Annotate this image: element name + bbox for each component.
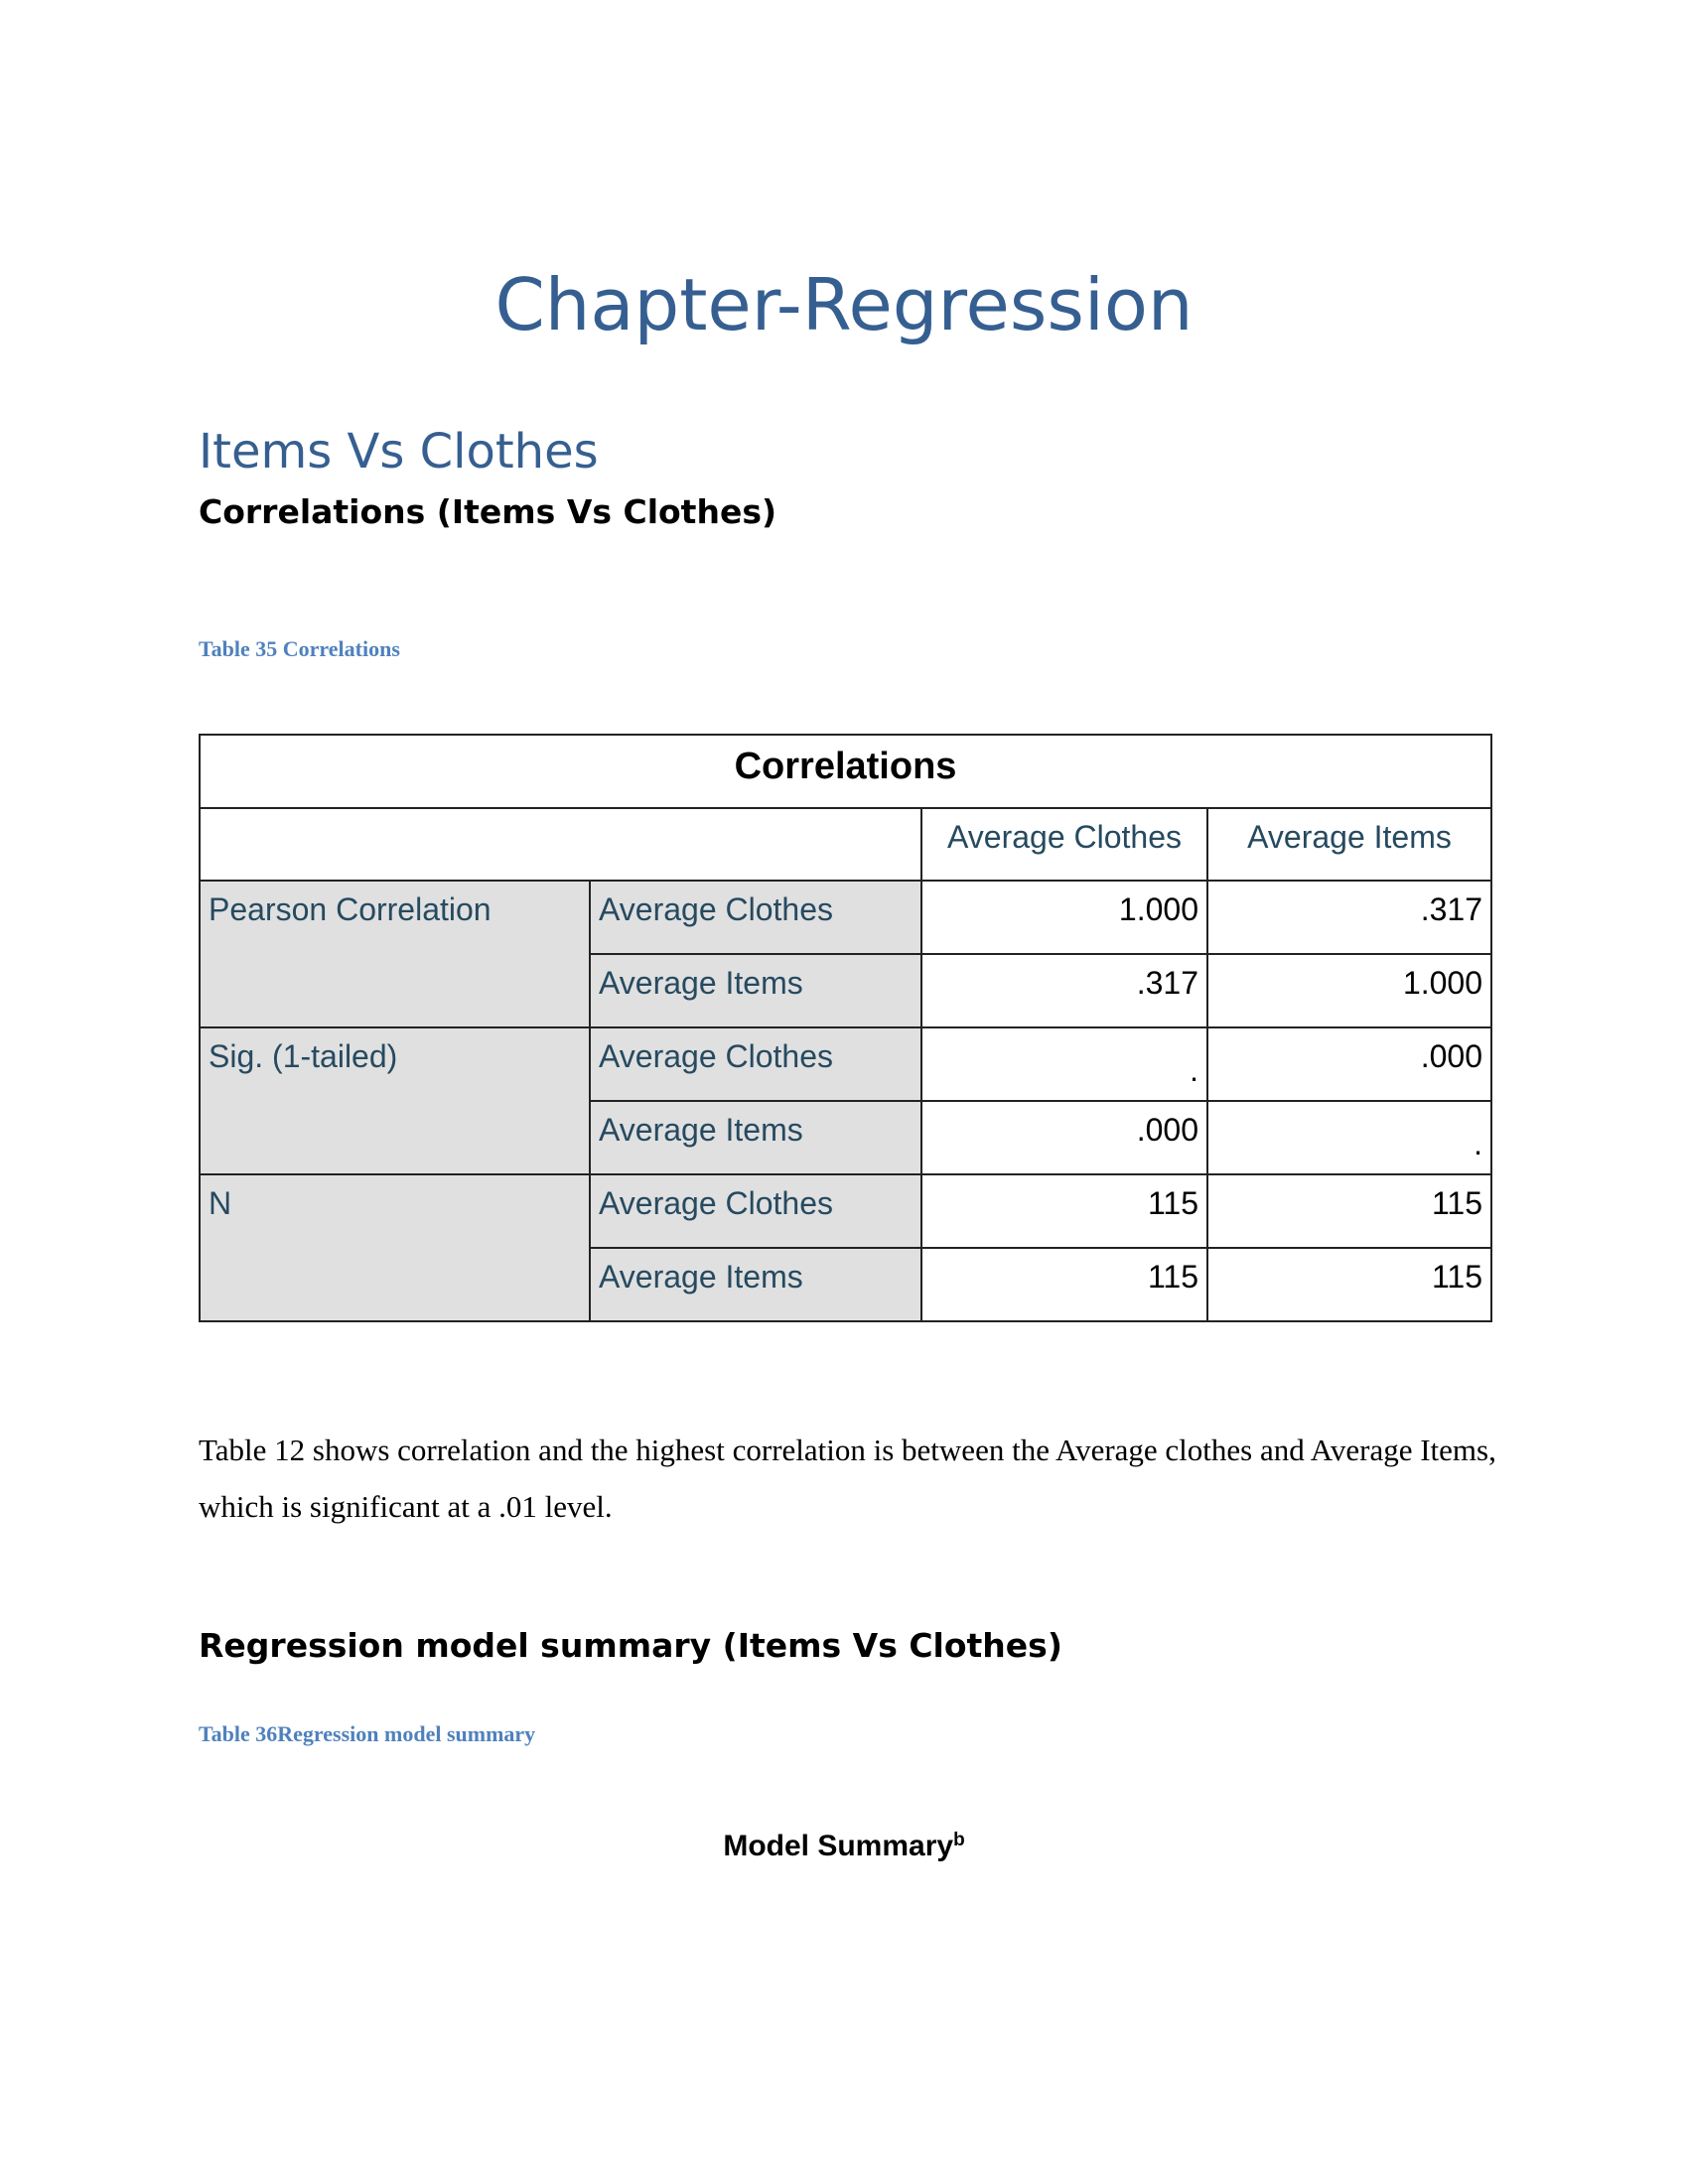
group-label: Pearson Correlation bbox=[200, 881, 590, 1027]
table-cell: . bbox=[1207, 1101, 1491, 1174]
table-cell: 115 bbox=[921, 1174, 1207, 1248]
table-title: Correlations bbox=[200, 735, 1491, 808]
row-label: Average Items bbox=[590, 1248, 921, 1321]
table-cell: .317 bbox=[1207, 881, 1491, 954]
table-cell: 1.000 bbox=[921, 881, 1207, 954]
model-summary-footnote-marker: b bbox=[953, 1830, 965, 1850]
table-cell: 115 bbox=[1207, 1174, 1491, 1248]
regression-subheading: Regression model summary (Items Vs Clothes) bbox=[199, 1626, 1062, 1665]
table-36-caption: Table 36Regression model summary bbox=[199, 1721, 536, 1746]
row-label: Average Clothes bbox=[590, 1174, 921, 1248]
table-cell: . bbox=[921, 1027, 1207, 1101]
table-35-caption: Table 35 Correlations bbox=[199, 636, 400, 661]
row-label: Average Clothes bbox=[590, 1027, 921, 1101]
table-cell: .317 bbox=[921, 954, 1207, 1027]
row-label: Average Items bbox=[590, 954, 921, 1027]
correlation-paragraph: Table 12 shows correlation and the highest correlation is between the Average clothes and Average Items, which is significant at a .01 level. bbox=[199, 1433, 1496, 1524]
row-label: Average Items bbox=[590, 1101, 921, 1174]
group-label: Sig. (1-tailed) bbox=[200, 1027, 590, 1174]
table-title-row bbox=[200, 735, 1491, 808]
correlations-table bbox=[199, 734, 1492, 1322]
row-label: Average Clothes bbox=[590, 881, 921, 954]
column-header: Average Items bbox=[1207, 808, 1491, 881]
table-row bbox=[200, 1174, 1491, 1248]
table-cell: 115 bbox=[921, 1248, 1207, 1321]
table-row bbox=[200, 1027, 1491, 1101]
chapter-title-text: Chapter-Regression bbox=[494, 263, 1194, 346]
section-heading: Items Vs Clothes bbox=[199, 424, 599, 479]
table-cell: .000 bbox=[921, 1101, 1207, 1174]
table-row bbox=[200, 881, 1491, 954]
chapter-title bbox=[0, 260, 1688, 349]
table-cell: 1.000 bbox=[1207, 954, 1491, 1027]
group-label: N bbox=[200, 1174, 590, 1321]
column-header: Average Clothes bbox=[921, 808, 1207, 881]
table-cell: .000 bbox=[1207, 1027, 1491, 1101]
correlations-subheading: Correlations (Items Vs Clothes) bbox=[199, 492, 777, 531]
header-blank-cell bbox=[200, 808, 921, 881]
table-cell: 115 bbox=[1207, 1248, 1491, 1321]
table-header-row bbox=[200, 808, 1491, 881]
model-summary-title bbox=[0, 1827, 1688, 1866]
model-summary-text: Model Summary bbox=[723, 1830, 954, 1862]
